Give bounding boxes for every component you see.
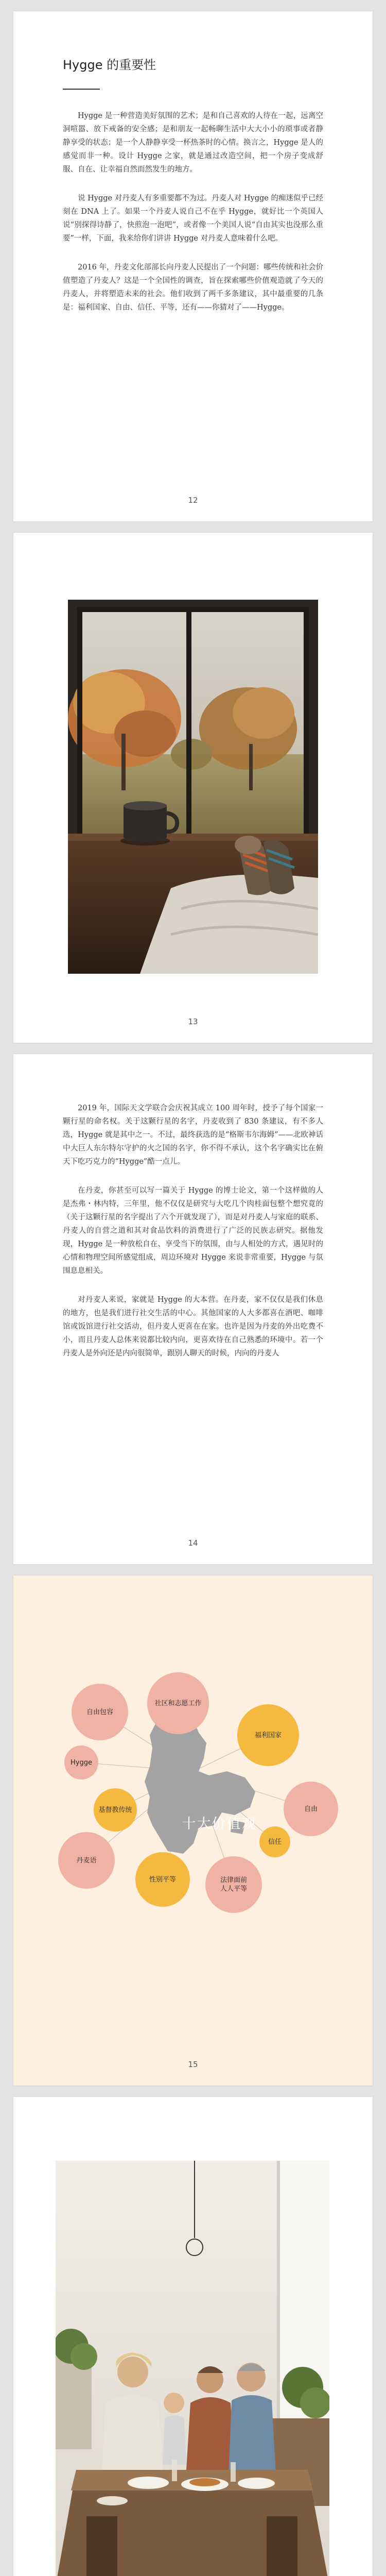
value-node bbox=[72, 1684, 128, 1740]
value-label: 基督教传统 bbox=[98, 1806, 132, 1814]
value-node bbox=[135, 1852, 190, 1907]
page-number: 15 bbox=[188, 2060, 198, 2069]
window-photo bbox=[68, 600, 318, 974]
value-node bbox=[94, 1788, 137, 1832]
family-dinner-photo bbox=[56, 2161, 329, 2576]
page-number: 13 bbox=[188, 1017, 198, 1026]
value-node bbox=[147, 1672, 209, 1734]
title-underline bbox=[63, 89, 100, 90]
paragraph: 说 Hygge 对丹麦人有多重要都不为过。丹麦人对 Hygge 的痴迷似乎已经刻在 DNA 上了。如果一个丹麦人说自己不在乎 Hygge，就好比一个英国人说“别探得诗静了，快煎泡一泡吧”，或者像一个美国人说“自由其实也没那么重要”一样，下面，我来给你们讲讲 Hygge 对丹麦人意味着什么吧。 bbox=[63, 194, 323, 243]
page-12 bbox=[13, 11, 373, 521]
value-node bbox=[205, 1856, 262, 1913]
page-14 bbox=[13, 1054, 373, 1564]
value-label: 性别平等 bbox=[149, 1875, 176, 1884]
page-16 bbox=[13, 2097, 373, 2576]
body-text bbox=[63, 109, 323, 330]
infographic-title: 十大价值观 bbox=[182, 1816, 257, 1832]
paragraph: 2019 年，国际天文学联合会庆祝其成立 100 周年时，授予了每个国家一颗行星的命名权。关于这颗行星的名字，丹麦收到了 830 条建议，有不多人选，Hygge 就是其中之一。不过，最终获选的是“格斯韦尔海姆”——北欧神话中大巨人东尔特尔守护的火之国的名字，你不得不承认，这个名字确实比在俯天下吃巧克力的“Hygge”酷一点儿。 bbox=[63, 1104, 323, 1166]
value-node bbox=[64, 1745, 98, 1780]
page-number: 14 bbox=[188, 1538, 198, 1548]
page-15 bbox=[13, 1575, 373, 2086]
value-label: 自由 bbox=[304, 1805, 318, 1813]
page-title: Hygge 的重要性 bbox=[63, 58, 156, 72]
value-node bbox=[58, 1832, 115, 1889]
value-label: 福利国家 bbox=[254, 1731, 282, 1739]
paragraph: Hygge 是一种营造美好氛围的艺术；是和自己喜欢的人待在一起，远离空洞喧嚣、放下戒备的安全感；是和朋友一起畅聊生活中大大小小的琐事或者静静享受的状态；是一个人静静享受一杯热茶时的心情。换言之，Hygge 是人的感觉而非一种。设计 Hygge 之家，就是通过改造空间，把一个房子变成舒服、自在、让幸福自然而然发生的地方。 bbox=[63, 112, 323, 174]
page-13 bbox=[13, 533, 373, 1043]
value-node bbox=[284, 1782, 338, 1836]
paragraph: 2016 年，丹麦文化部部长向丹麦人民提出了一个问题：哪些传统和社会价值塑造了丹麦人？这是一个全国性的调查，旨在探索哪些价值观造就了今天的丹麦人，并将塑造未来的社会。他们收到了两千多条建议，其中最重要的几条是：福利国家、自由、信任、平等，还有——你猜对了——Hygge。 bbox=[63, 263, 323, 312]
value-label: 自由包容 bbox=[86, 1708, 113, 1716]
value-label: 法律面前人人平等 bbox=[220, 1876, 247, 1893]
value-node bbox=[237, 1704, 299, 1766]
page-number: 12 bbox=[188, 496, 198, 505]
value-label: 信任 bbox=[268, 1838, 282, 1846]
paragraph: 在丹麦，你甚至可以写一篇关于 Hygge 的博士论文，第一个这样做的人是杰弗・林内特，三年里，他不仅仅是研究与大吃几个肉桂面包整个想究竟的（关于这颗行星的名字提出了六个开就发现了），而是对丹麦人与家庭的联系、丹麦人的自营之道和其对食品饮料的消费进行了广泛的民族志研究。据他发现，Hygge 是一种放松自在、享受当下的氛围，由与人相处的方式，遇见时的心情和物理空间所感觉组成，周边环境对 Hygge 来说非常重要，Hygge 与氛围息息相关。 bbox=[63, 1187, 323, 1275]
value-label: 社区和志愿工作 bbox=[154, 1699, 202, 1707]
value-label: Hygge bbox=[71, 1758, 92, 1767]
values-infographic bbox=[29, 1642, 358, 1910]
paragraph: 对丹麦人来说，家就是 Hygge 的大本营。在丹麦，家不仅仅是我们休息的地方，也是我们进行社交生活的中心。其他国家的人大多都喜在酒吧、咖啡馆或饭馆进行社交活动，但丹麦人更喜在在家。也许是因为丹麦的外出吃费不小，而且丹麦人总体来说都比较内向，更喜欢待在自己熟悉的环境中。若一个丹麦人是外向还是内向很简单，跟别人聊天的时候，内向的丹麦人 bbox=[63, 1296, 323, 1358]
body-text bbox=[63, 1101, 323, 1376]
value-label: 丹麦语 bbox=[76, 1856, 97, 1865]
